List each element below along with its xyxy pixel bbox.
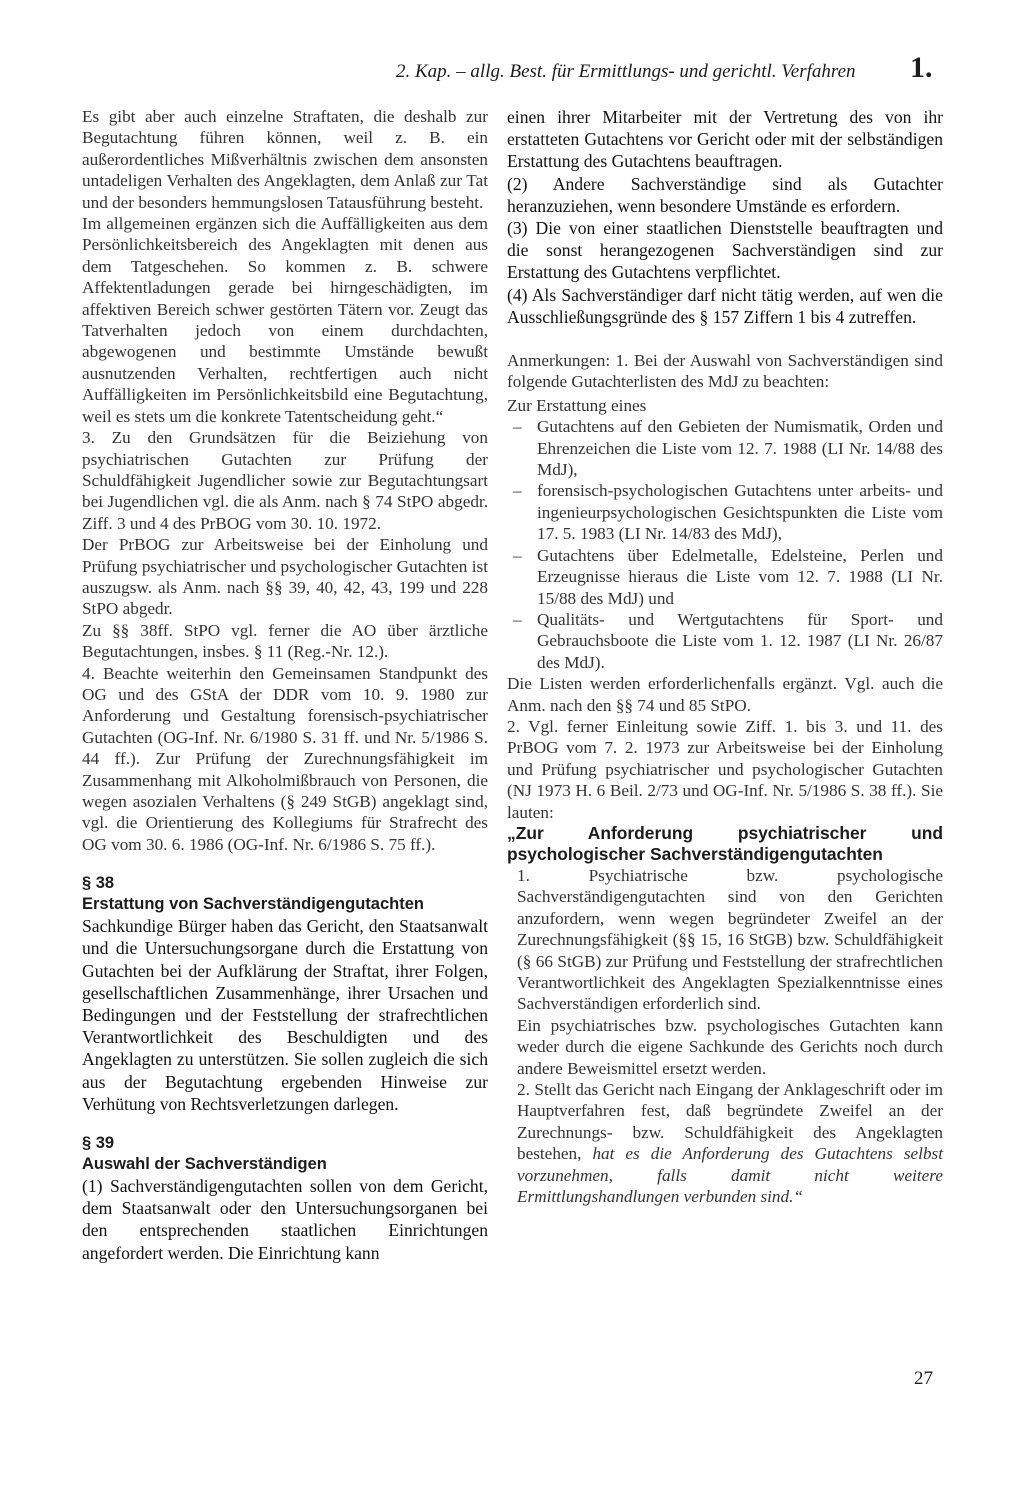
note-paragraph: 4. Beachte weiterhin den Gemeinsamen Standpunkt des OG und des GStA der DDR vom 10. 9. 1980 zur Anforderung und Gestaltung forensisch-psychiatrischer Gutachten (OG-Inf. Nr. 6/1980 S. 31 ff. und Nr. 5/1986 S. 44 ff.). Zur Prüfung der Zurechnungsfähigkeit im Zusammenhang mit Alkoholmißbrauch von Personen, die wegen asozialen Verhaltens (§ 249 StGB) angeklagt sind, vgl. die Orientierung des Kollegiums für Strafrecht des OG vom 30. 6. 1986 (OG-Inf. Nr. 6/1986 S. 75 ff.). (82, 663, 488, 854)
page-number: 27 (914, 1368, 933, 1389)
quote-paragraph-last (507, 1079, 943, 1207)
section-39-title: Auswahl der Sachverständigen (82, 1155, 327, 1174)
spacer (507, 328, 943, 350)
note-paragraph: Die Listen werden erforderlichenfalls ergänzt. Vgl. auch die Anm. nach den §§ 74 und 85 StPO. (507, 674, 943, 715)
chapter-number: 1. (910, 51, 933, 84)
quote-heading: „Zur Anforderung psychiatrischer und psychologischer Sachverständigengutachten (507, 822, 943, 864)
law-paragraph: einen ihrer Mitarbeiter mit der Vertretung des von ihr erstatteten Gutachtens vor Gericht oder mit der selbständigen Erstattung des Gutachtens beauftragen. (507, 107, 943, 172)
quote-paragraph: Ein psychiatrisches bzw. psychologisches Gutachten kann weder durch die eigene Sachkunde des Gerichts noch durch andere Beweismittel ersetzt werden. (517, 1015, 943, 1078)
left-column (82, 106, 488, 1264)
section-38-text: Sachkundige Bürger haben das Gericht, den Staatsanwalt und die Untersuchungsorgane durch die Erstattung von Gutachten bei der Aufklärung der Straftat, ihrer Folgen, gesellschaftlichen Zusammenhänge, ihrer Ursachen und Bedingungen und der Feststellung der strafrechtlichen Verantwortlichkeit des Beschuldigten und des Angeklagten zu unterstützen. Sie sollen zugleich die sich aus der Begutachtung ergebenden Hinweise zur Verhütung von Rechtsverletzungen darlegen. (82, 916, 488, 1114)
gutachter-list (507, 416, 943, 673)
notes-lead: Zur Erstattung eines (507, 395, 647, 415)
quote-paragraph: 1. Psychiatrische bzw. psychologische Sachverständigengutachten sind von den Gerichten anzufordern, wenn wegen begründeter Zweifel an der Zurechnungsfähigkeit (§§ 15, 16 StGB) bzw. Schuldfähigkeit (§ 66 StGB) zur Prüfung und Feststellung der strafrechtlichen Verantwortlichkeit des Angeklagten Spezialkenntnisse eines Sachverständigen erforderlich sind. (517, 865, 943, 1014)
note-paragraph: Es gibt aber auch einzelne Straftaten, die deshalb zur Begutachtung führen können, weil z. B. ein außerordentliches Mißverhältnis zwischen dem ansonsten untadeligen Verhalten des Angeklagten, dem Anlaß zur Tat und der besonders hemmungslosen Tatausführung besteht. (82, 107, 488, 212)
section-38-title: Erstattung von Sachverständigengutachten (82, 895, 424, 914)
notes-intro: Anmerkungen: 1. Bei der Auswahl von Sachverständigen sind folgende Gutachterlisten des MdJ zu beachten: (507, 351, 943, 392)
list-item: – Qualitäts- und Wertgutachtens für Sport- und Gebrauchsboote die Liste vom 1. 12. 1987 (LI Nr. 26/87 des MdJ). (507, 609, 943, 673)
law-paragraph: (4) Als Sachverständiger darf nicht tätig werden, auf wen die Ausschließungsgründe des § 157 Ziffern 1 bis 4 zutreffen. (507, 284, 943, 327)
note-paragraph: Im allgemeinen ergänzen sich die Auffälligkeiten aus dem Persönlichkeitsbereich des Angeklagten mit denen aus dem Tatgeschehen. So kommen z. B. schwere Affektentladungen gerade bei hirngeschädigten, im affektiven Bereich schwer gestörten Tätern vor. Zeugt das Tatverhalten jedoch von einem durchdachten, abgewogenen und bestimmte Umstände bewußt ausnutzenden Verhalten, rechtfertigen auch nicht Auffälligkeiten im Persönlichkeitsbild eine Begutachtung, weil es stets um die konkrete Tatentscheidung geht.“ (82, 214, 488, 426)
running-head: 2. Kap. – allg. Best. für Ermittlungs- und gerichtl. Verfahren (396, 61, 856, 82)
section-39-text: (1) Sachverständigengutachten sollen von dem Gericht, dem Staatsanwalt oder den Untersuchungsorganen bei den entsprechenden staatlichen Einrichtungen angefordert werden. Die Einrichtung kann (82, 1176, 488, 1263)
right-column (507, 106, 943, 1207)
quote-last-regular: 2. Stellt das Gericht nach Eingang der Anklageschrift oder im Hauptverfahren fest, daß begründete Zweifel an der Zurechnungs- bzw. Schuldfähigkeit des Angeklagten bestehen, (517, 1080, 943, 1164)
list-item: – Gutachtens über Edelmetalle, Edelsteine, Perlen und Erzeugnisse hieraus die Liste vom 12. 7. 1988 (LI Nr. 15/88 des MdJ) und (507, 545, 943, 609)
law-paragraph: (3) Die von einer staatlichen Dienststelle beauftragten und die sonst herangezogenen Sachverständigen sind zur Erstattung des Gutachtens verpflichtet. (507, 218, 943, 283)
note-paragraph: Zu §§ 38ff. StPO vgl. ferner die AO über ärztliche Begutachtungen, insbes. § 11 (Reg.-Nr. 12.). (82, 620, 488, 662)
list-item: – Gutachtens auf den Gebieten der Numismatik, Orden und Ehrenzeichen die Liste vom 12. 7. 1988 (LI Nr. 14/88 des MdJ), (507, 416, 943, 480)
section-38-number: § 38 (82, 874, 115, 893)
quote-last-italic: hat es die Anforderung des Gutachtens selbst vorzunehmen, falls damit nicht weitere Ermittlungshandlungen verbunden sind.“ (517, 1144, 943, 1207)
section-39-number: § 39 (82, 1134, 115, 1153)
quote-block (507, 823, 943, 1208)
note-paragraph: Der PrBOG zur Arbeitsweise bei der Einholung und Prüfung psychiatrischer und psychologischer Gutachten ist auszugsw. als Anm. nach §§ 39, 40, 42, 43, 199 und 228 StPO abgedr. (82, 535, 488, 619)
note-paragraph: 3. Zu den Grundsätzen für die Beiziehung von psychiatrischen Gutachten zur Prüfung der Schuldfähigkeit Jugendlicher sowie zur Begutachtungsart bei Jugendlichen vgl. die als Anm. nach § 74 StPO abgedr. Ziff. 3 und 4 des PrBOG vom 30. 10. 1972. (82, 428, 488, 533)
note-paragraph: 2. Vgl. ferner Einleitung sowie Ziff. 1. bis 3. und 11. des PrBOG vom 7. 2. 1973 zur Arbeitsweise bei der Einholung und Prüfung psychiatrischer und psychologischer Gutachten (NJ 1973 H. 6 Beil. 2/73 und OG-Inf. Nr. 5/1986 S. 38 ff.). Sie lauten: (507, 716, 943, 822)
law-paragraph: (2) Andere Sachverständige sind als Gutachter heranzuziehen, wenn besondere Umstände es erfordern. (507, 173, 943, 216)
list-item: – forensisch-psychologischen Gutachtens unter arbeits- und ingenieurpsychologischen Gesichtspunkten die Liste vom 17. 5. 1983 (LI Nr. 14/83 des MdJ), (507, 480, 943, 544)
